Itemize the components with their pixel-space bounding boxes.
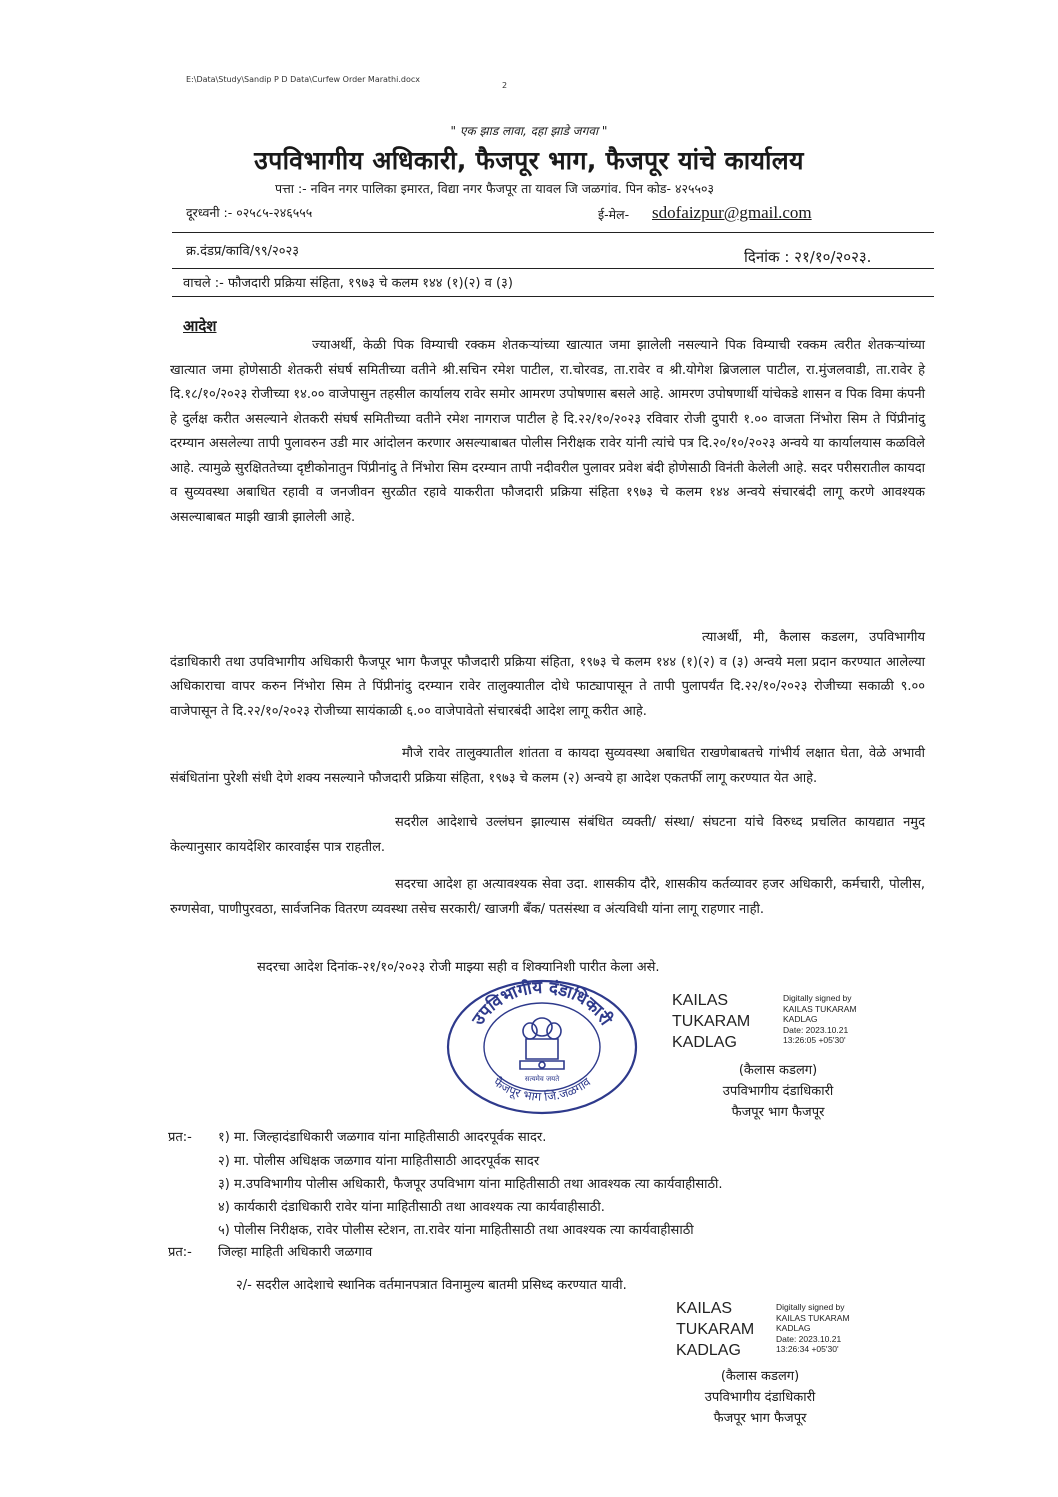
order-paragraph-4: सदरील आदेशाचे उल्लंघन झाल्यास संबंधित व्यक्ती/ संस्था/ संघटना यांचे विरुध्द प्रचलित कायद्यात नमुद केल्यानुसार कायदेशिर कारवाईस पात्र राहतील. xyxy=(170,815,925,855)
copy-prefix-2: प्रत:- xyxy=(168,1245,192,1260)
copy-item-3: ३) म.उपविभागीय पोलीस अधिकारी, फैजपूर उपविभाग यांना माहितीसाठी तथा आवश्यक त्या कार्यवाहीसाठी. xyxy=(218,1177,723,1192)
office-address: पत्ता :- नविन नगर पालिका इमारत, विद्या नगर फैजपूर ता यावल जि जळगांव. पिन कोड- ४२५५०३ xyxy=(275,181,714,196)
signature-2-name-line-1: KAILAS xyxy=(676,1300,733,1317)
signature-2-meta-line: KAILAS TUKARAM xyxy=(776,1312,850,1323)
office-phone: दूरध्वनी :- ०२५८५-२४६५५५ xyxy=(186,205,313,220)
copy-item-4: ४) कार्यकारी दंडाधिकारी रावेर यांना माहितीसाठी तथा आवश्यक त्या कार्यवाहीसाठी. xyxy=(218,1200,605,1215)
signature-2-designation: उपविभागीय दंडाधिकारी xyxy=(704,1390,816,1405)
signature-1-name-line-3: KADLAG xyxy=(672,1034,737,1051)
order-title: आदेश xyxy=(183,317,217,335)
signature-1-meta-line: KADLAG xyxy=(783,1014,818,1024)
signature-1-designation: उपविभागीय दंडाधिकारी xyxy=(722,1084,834,1099)
signature-1-name xyxy=(672,990,750,1053)
signature-2-name-marathi: (कैलास कडलग) xyxy=(720,1369,800,1384)
page-number: 2 xyxy=(502,81,508,90)
signature-2-details xyxy=(776,1302,850,1355)
signature-2-meta-line: KADLAG xyxy=(776,1323,811,1333)
signature-1-name-line-1: KAILAS xyxy=(672,992,729,1009)
copy-prefix: प्रत:- xyxy=(168,1130,192,1145)
signature-2-meta-line: 13:26:34 +05'30' xyxy=(776,1344,839,1354)
email-label: ई-मेल- xyxy=(598,207,630,222)
header-divider xyxy=(172,232,934,233)
read-reference: वाचले :- फौजदारी प्रक्रिया संहिता, १९७३ चे कलम १४४ (१)(२) व (३) xyxy=(183,276,513,291)
copy-item-2-2: २/- सदरील आदेशाचे स्थानिक वर्तमानपत्रात विनामुल्य बातमी प्रसिध्द करण्यात यावी. xyxy=(236,1278,627,1293)
signature-1-meta-line: KAILAS TUKARAM xyxy=(783,1003,857,1014)
signature-1-details xyxy=(783,993,857,1046)
order-paragraph-3: मौजे रावेर तालुक्यातील शांतता व कायदा सुव्यवस्था अबाधित राखणेबाबतचे गांभीर्य लक्षात घेता, वेळे अभावी संबंधितांना पुरेशी संधी देणे शक्य नसल्याने फौजदारी प्रक्रिया संहिता, १९७३ चे कलम (२) अन्वये हा आदेश एकतर्फी लागू करण्यात येत आहे. xyxy=(170,746,925,786)
signature-1-office: फैजपूर भाग फैजपूर xyxy=(731,1105,825,1120)
office-email: sdofaizpur@gmail.com xyxy=(652,203,812,222)
reference-number: क्र.दंडप्र/कावि/९९/२०२३ xyxy=(186,244,300,259)
seal-outer-text: उपविभागीय दंडाधिकारी xyxy=(468,977,616,1030)
signature-1-name-line-2: TUKARAM xyxy=(672,1013,751,1030)
national-emblem-icon xyxy=(520,1018,564,1069)
signature-2-office: फैजपूर भाग फैजपूर xyxy=(713,1411,807,1426)
motto: " एक झाड लावा, दहा झाडे जगवा " xyxy=(450,124,608,138)
copy-item-2-1: जिल्हा माहिती अधिकारी जळगाव xyxy=(218,1245,373,1260)
signature-2-name-line-2: TUKARAM xyxy=(676,1321,755,1338)
signature-1-meta-line: Digitally signed by xyxy=(783,993,852,1003)
signature-1-designation-block xyxy=(683,1060,873,1123)
copy-item-5: ५) पोलीस निरीक्षक, रावेर पोलीस स्टेशन, ता.रावेर यांना माहितीसाठी तथा आवश्यक त्या कार्यवाहीसाठी xyxy=(218,1223,694,1238)
signature-1-meta-line: Date: 2023.10.21 xyxy=(783,1024,849,1035)
signature-2-name-line-3: KADLAG xyxy=(676,1342,741,1359)
file-path: E:\Data\Study\Sandip P D Data\Curfew Order Marathi.docx xyxy=(186,75,420,84)
signature-2-meta-line: Digitally signed by xyxy=(776,1302,845,1312)
order-paragraph-5: सदरचा आदेश हा अत्यावश्यक सेवा उदा. शासकीय दौरे, शासकीय कर्तव्यावर हजर अधिकारी, कर्मचारी, पोलीस, रुग्णसेवा, पाणीपुरवठा, सार्वजनिक वितरण व्यवस्था तसेच सरकारी/ खाजगी बँक/ पतसंस्था व अंत्यविधी यांना लागू राहणार नाही. xyxy=(170,877,925,917)
order-paragraph-2: त्याअर्थी, मी, कैलास कडलग, उपविभागीय दंडाधिकारी तथा उपविभागीय अधिकारी फैजपूर भाग फैजपूर फौजदारी प्रक्रिया संहिता, १९७३ चे कलम १४४ (१)(२) व (३) अन्वये मला प्रदान करण्यात आलेल्या अधिकाराचा वापर करुन निंभोरा सिम ते पिंप्रीनांदु दरम्यान रावेर तालुक्यातील दोधे फाट्यापासून ते तापी पुलापर्यंत दि.२२/१०/२०२३ रोजीच्या सकाळी ९.०० वाजेपासून ते दि.२२/१०/२०२३ रोजीच्या सायंकाळी ६.०० वाजेपावेतो संचारबंदी आदेश लागू करीत आहे. xyxy=(170,630,925,719)
official-seal xyxy=(444,975,640,1115)
order-paragraph-6: सदरचा आदेश दिनांक-२१/१०/२०२३ रोजी माझ्या सही व शिक्यानिशी पारीत केला असे. xyxy=(257,960,660,975)
office-title: उपविभागीय अधिकारी, फैजपूर भाग, फैजपूर यांचे कार्यालय xyxy=(254,146,804,175)
signature-2-meta-line: Date: 2023.10.21 xyxy=(776,1333,842,1344)
seal-lower-text: फैजपूर भाग जि.जळगांव xyxy=(490,1074,594,1104)
signature-2-name xyxy=(676,1298,754,1361)
reference-divider xyxy=(172,268,934,269)
order-date: दिनांक : २१/१०/२०२३. xyxy=(744,248,872,266)
read-divider xyxy=(172,296,934,297)
signature-1-meta-line: 13:26:05 +05'30' xyxy=(783,1035,846,1045)
copy-item-2: २) मा. पोलीस अधिक्षक जळगाव यांना माहितीसाठी आदरपूर्वक सादर xyxy=(218,1154,540,1169)
copy-item-1: १) मा. जिल्हादंडाधिकारी जळगाव यांना माहितीसाठी आदरपूर्वक सादर. xyxy=(218,1130,547,1145)
signature-1-name-marathi: (कैलास कडलग) xyxy=(738,1063,818,1078)
emblem-motto: सत्यमेव जयते xyxy=(524,1075,560,1083)
order-paragraph-1: ज्याअर्थी, केळी पिक विम्याची रक्कम शेतकऱ्यांच्या खात्यात जमा झालेली नसल्याने पिक विम्याची रक्कम त्वरीत शेतकऱ्यांच्या खात्यात जमा होणेसाठी शेतकरी संघर्ष समितीच्या वतीने श्री.सचिन रमेश पाटील, रा.चोरवड, ता.रावेर व श्री.योगेश ब्रिजलाल पाटील, रा.मुंजलवाडी, ता.रावेर हे दि.१८/१०/२०२३ रोजीच्या १४.०० वाजेपासुन तहसील कार्यालय रावेर समोर आमरण उपोषणास बसले आहे. आमरण उपोषणार्थी यांचेकडे शासन व पिक विमा कंपनी हे दुर्लक्ष करीत असल्याने शेतकरी संघर्ष समितीच्या वतीने रमेश नागराज पाटील हे दि.२२/१०/२०२३ रविवार रोजी दुपारी १.०० वाजता निंभोरा सिम ते पिंप्रीनांदु दरम्यान असलेल्या तापी पुलावरुन उडी मार आंदोलन करणार असल्याबाबत पोलीस निरीक्षक रावेर यांनी त्यांचे पत्र दि.२०/१०/२०२३ अन्वये या कार्यालयास कळविले आहे. त्यामुळे सुरक्षिततेच्या दृष्टीकोनातुन पिंप्रीनांदु ते निंभोरा सिम दरम्यान तापी नदीवरील पुलावर प्रवेश बंदी होणेसाठी विनंती केलेली आहे. सदर परीसरातील कायदा व सुव्यवस्था अबाधित रहावी व जनजीवन सुरळीत रहावे याकरीता फौजदारी प्रक्रिया संहिता १९७३ चे कलम १४४ अन्वये संचारबंदी लागू करणे आवश्यक असल्याबाबत माझी खात्री झालेली आहे. xyxy=(170,338,926,525)
signature-2-designation-block xyxy=(660,1366,860,1429)
